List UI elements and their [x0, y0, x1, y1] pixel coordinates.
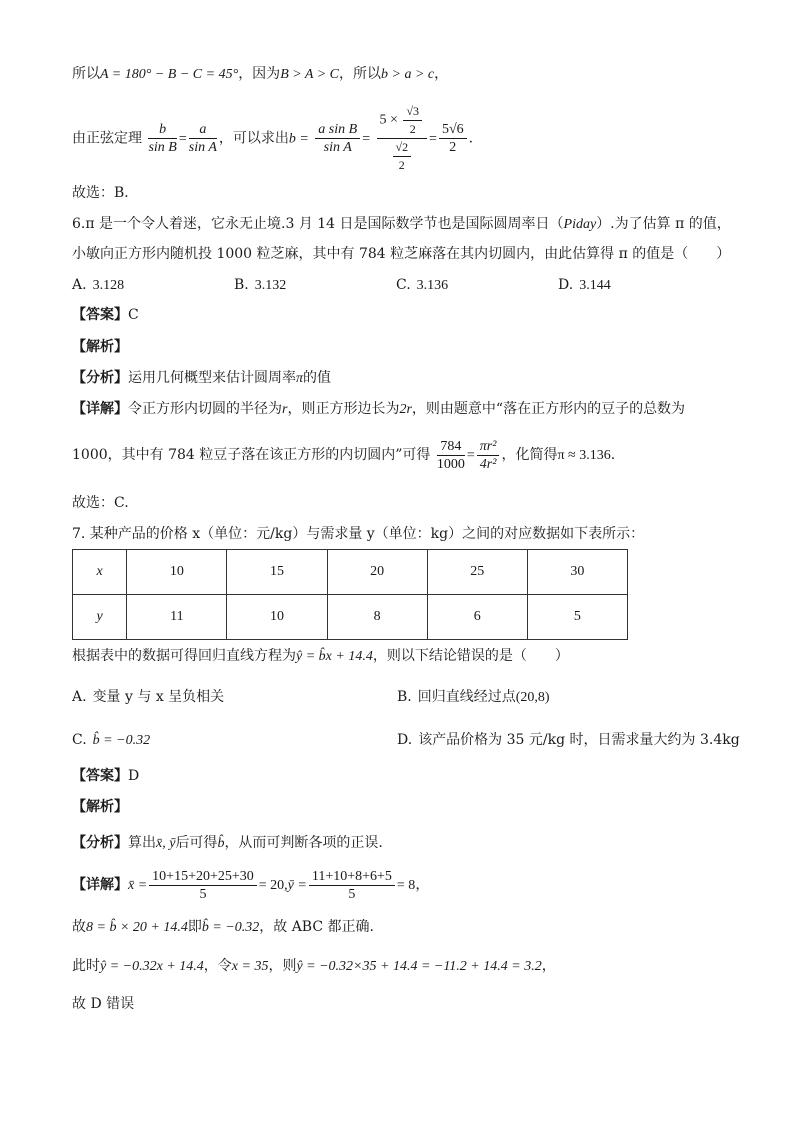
- fraction-b-over-sinb: [148, 121, 176, 156]
- fraction-sqrt2-2: [393, 139, 412, 174]
- math-pi: π: [296, 371, 304, 386]
- option-text: 该产品价格为 35 元/kg 时，日需求量大约为 3.4kg: [418, 732, 740, 748]
- answer-value: D: [128, 768, 140, 784]
- numerator: πr²: [477, 438, 500, 456]
- text: 根据表中的数据可得回归直线方程为: [72, 648, 296, 664]
- option-text: 3.144: [579, 278, 611, 293]
- q6-xiangjie-1: [72, 399, 685, 420]
- math-r: r: [282, 402, 288, 417]
- option-text: b̂ = −0.32: [92, 733, 151, 748]
- math-angle-a: A = 180° − B − C = 45°: [100, 67, 239, 82]
- text: 的值: [303, 370, 332, 386]
- text: ，令: [203, 958, 232, 974]
- denominator: sin B: [148, 140, 177, 155]
- fraction-complex: [377, 103, 428, 174]
- answer-value: C: [128, 307, 139, 323]
- text: ，可以求出: [218, 130, 289, 147]
- table-cell: 15: [227, 550, 327, 595]
- table-cell: 5: [527, 595, 627, 640]
- fraction-xbar: [149, 868, 257, 903]
- table-cell: 6: [427, 595, 527, 640]
- text: 1000，其中有 784 粒豆子落在该正方形的内切圆内”可得: [72, 447, 431, 463]
- data-table: [72, 549, 628, 640]
- text: 运用几何概型来估计圆周率: [128, 370, 296, 386]
- denominator: 5: [199, 886, 207, 902]
- answer-tag: 【答案】: [72, 768, 128, 784]
- solution-line-1: [72, 64, 448, 85]
- math-xbar: x̄ =: [128, 878, 148, 893]
- option-text: 3.128: [92, 278, 125, 293]
- option-label: D.: [558, 277, 574, 293]
- text: ，从而可判断各项的正误.: [224, 835, 383, 851]
- solution-line-2: 由正弦定理 $\frac{b}{\text{sin B}}$ = $\frac{a}{\text{sin A}}$ ，可以求出b = $\frac{\text{a sin B}}{\text{sin A}}$ = 5 × $\frac{√3}{2}$ $\frac{√2}{2}$ = $\frac{5√6}{2}$ .: [72, 104, 474, 172]
- numerator: a: [189, 121, 217, 139]
- math-eq: b̂ = −0.32: [201, 920, 260, 935]
- answer-tag: 【答案】: [72, 307, 128, 323]
- math-2r: 2r: [399, 402, 412, 417]
- table-row: [73, 550, 628, 595]
- q7-option-c: [72, 730, 150, 751]
- xiangjie-tag: 【详解】: [72, 401, 128, 417]
- fenxi-tag: 【分析】: [72, 835, 128, 851]
- fraction-sqrt3-2: [403, 103, 422, 138]
- numerator: 11+10+8+6+5: [309, 868, 395, 886]
- text: 后可得: [175, 835, 218, 851]
- fraction-asinb: [315, 121, 360, 156]
- table-row: [73, 595, 628, 640]
- text: ，则以下结论错误的是（ ）: [372, 648, 569, 664]
- table-cell: 20: [327, 550, 427, 595]
- text: ，因为: [238, 66, 281, 82]
- q6-option-b: [234, 275, 286, 296]
- text: ，: [434, 66, 449, 82]
- math-eq: 8 = b̂ × 20 + 14.4: [86, 920, 188, 935]
- denominator: 2: [409, 122, 416, 136]
- q7-gu-1: [72, 917, 374, 938]
- q6-line-2: 小敏向正方形内随机投 1000 粒芝麻，其中有 784 粒芝麻落在其内切圆内，由此估算得 π 的值是（ ）: [72, 246, 731, 262]
- table-header-y: y: [73, 595, 127, 640]
- text: ，则由题意中“落在正方形内的豆子的总数为: [411, 401, 686, 417]
- math-eq: ŷ = −0.32x + 14.4: [100, 959, 204, 974]
- numerator: √3: [403, 103, 422, 121]
- q7-option-a: [72, 687, 224, 707]
- num-part: 5 ×: [379, 112, 398, 128]
- math-bhat: b̂: [217, 836, 225, 851]
- option-label: A.: [72, 277, 87, 293]
- analysis-tag: 【解析】: [72, 799, 128, 815]
- math-point: (20,8): [515, 690, 550, 705]
- q7-option-d: [397, 730, 740, 750]
- table-cell: 30: [527, 550, 627, 595]
- q7-fenxi: [72, 833, 383, 854]
- text: ，故 ABC 都正确.: [259, 919, 374, 935]
- text: ，则: [268, 958, 297, 974]
- denominator: 1000: [436, 456, 465, 472]
- option-label: B.: [397, 689, 412, 705]
- text: ）.为了估算 π 的值，: [596, 216, 731, 232]
- math-result: π ≈ 3.136: [557, 448, 611, 463]
- fraction-pir2-4r2: [477, 438, 500, 473]
- table-cell: 10: [127, 550, 227, 595]
- text: .: [610, 447, 616, 463]
- math-regression: ŷ = b̂x + 14.4: [296, 649, 373, 664]
- xiangjie-tag: 【详解】: [72, 877, 128, 893]
- text: 所以: [72, 66, 100, 82]
- text: 算出: [128, 835, 156, 851]
- numerator: √2: [393, 139, 412, 157]
- table-cell: 8: [327, 595, 427, 640]
- q6-option-c: [396, 275, 448, 296]
- table-header-x: x: [73, 550, 127, 595]
- q6-fenxi: [72, 368, 331, 389]
- math-ybar: ȳ =: [287, 878, 307, 893]
- fraction-784-1000: [437, 438, 465, 473]
- option-text: 3.136: [416, 278, 449, 293]
- q7-cishi: [72, 956, 556, 977]
- option-label: D.: [397, 732, 413, 748]
- denominator: 5: [348, 886, 356, 902]
- q7-xiangjie: [72, 860, 429, 912]
- text: 故: [72, 919, 86, 935]
- table-cell: 10: [227, 595, 327, 640]
- text: ，: [541, 958, 556, 974]
- numerator: 784: [437, 438, 465, 456]
- text: 即: [187, 919, 202, 935]
- q6-xiangjie-2: 1000，其中有 784 粒豆子落在该正方形的内切圆内”可得 $\frac{784}{1000}$ = $\frac{\text{πr²}}{\text{4r²}}$ ，化简得π ≈ 3.136.: [72, 438, 616, 472]
- text: 6.π 是一个令人着迷，它永无止境.3 月 14 日是国际数学节也是国际圆周率日（: [72, 216, 564, 232]
- q7-analysis: [72, 797, 128, 817]
- math-eq: ŷ = −0.32×35 + 14.4 = −11.2 + 14.4 = 3.2: [296, 959, 542, 974]
- table-cell: 25: [427, 550, 527, 595]
- q7-answer: [72, 766, 139, 786]
- numerator: 5√6: [439, 121, 467, 139]
- math-angle-order: B > A > C: [280, 67, 340, 82]
- numerator: a sin B: [315, 121, 360, 139]
- pi-day-text: Piday: [563, 217, 597, 232]
- math-result: = 20,: [258, 878, 288, 893]
- denominator: sin A: [188, 140, 217, 155]
- text: 由正弦定理: [72, 130, 142, 147]
- denominator: [377, 139, 428, 174]
- table-cell: 11: [127, 595, 227, 640]
- option-label: C.: [396, 277, 411, 293]
- math-side-order: b > a > c: [381, 67, 435, 82]
- q6-option-a: [72, 275, 124, 296]
- q6-option-d: [558, 275, 611, 296]
- option-text: 3.132: [254, 278, 287, 293]
- numerator: [377, 103, 428, 139]
- q6-conclusion: 故选：C.: [72, 495, 129, 511]
- text: ，所以: [339, 66, 382, 82]
- option-label: A.: [72, 689, 87, 705]
- denominator: 2: [398, 158, 405, 172]
- math-result: = 8: [396, 878, 416, 893]
- option-label: B.: [234, 277, 249, 293]
- denominator: 2: [449, 140, 457, 155]
- math-b-eq: b =: [288, 131, 309, 147]
- text: ，: [415, 877, 430, 893]
- text: ，则正方形边长为: [287, 401, 400, 417]
- fenxi-tag: 【分析】: [72, 370, 128, 386]
- option-text: 回归直线经过点: [417, 689, 516, 705]
- analysis-tag: 【解析】: [72, 339, 128, 355]
- q7-last-line: 故 D 错误: [72, 996, 135, 1012]
- numerator: 10+15+20+25+30: [149, 868, 257, 886]
- answer-line: 故选：B．: [72, 185, 139, 201]
- text: .: [468, 130, 474, 147]
- denominator: 4r²: [479, 456, 497, 472]
- text: 令正方形内切圆的半径为: [128, 401, 282, 417]
- fraction-5sqrt6: [439, 121, 467, 156]
- option-text: 变量 y 与 x 呈负相关: [92, 689, 225, 705]
- math-means: x̄, ȳ: [156, 836, 176, 851]
- fraction-ybar: [309, 868, 395, 903]
- text: 此时: [72, 958, 100, 974]
- denominator: sin A: [323, 140, 352, 155]
- q7-stem: 7. 某种产品的价格 x（单位：元/kg）与需求量 y（单位：kg）之间的对应数据如下表所示：: [72, 526, 645, 542]
- q7-line-2: [72, 646, 569, 667]
- q6-analysis: [72, 337, 128, 357]
- math-eq: x = 35: [231, 959, 269, 974]
- numerator: b: [148, 121, 176, 139]
- fraction-a-over-sina: [189, 121, 217, 156]
- q7-option-b: [397, 687, 550, 708]
- text: ，化简得: [501, 447, 558, 463]
- q6-answer: [72, 305, 139, 325]
- q6-line-1: [72, 214, 731, 235]
- option-label: C.: [72, 732, 87, 748]
